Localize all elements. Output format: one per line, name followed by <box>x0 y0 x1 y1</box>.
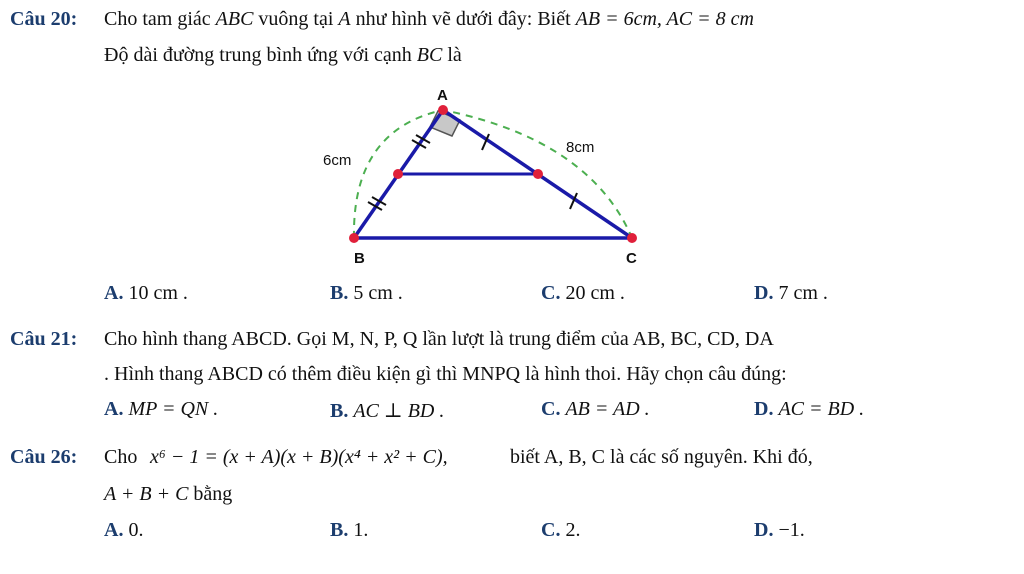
question-26-line-1-rest: biết A, B, C là các số nguyên. Khi đó, <box>510 446 813 468</box>
question-26-line-2: A + B + C bằng <box>104 483 233 505</box>
vertex-b-label: B <box>354 250 365 267</box>
q21-option-d[interactable]: D. AC = BD . <box>754 398 865 420</box>
vertex-c-label: C <box>626 250 637 267</box>
q21-option-c[interactable]: C. AB = AD . <box>541 398 650 420</box>
question-21-label: Câu 21: <box>10 328 78 350</box>
q20-option-c[interactable]: C. 20 cm . <box>541 282 625 304</box>
q26-option-c[interactable]: C. 2. <box>541 519 581 541</box>
q26-option-d[interactable]: D. −1. <box>754 519 805 541</box>
question-21-line-2: . Hình thang ABCD có thêm điều kiện gì thì MNPQ là hình thoi. Hãy chọn câu đúng: <box>104 363 787 385</box>
question-21-line-1: Cho hình thang ABCD. Gọi M, N, P, Q lần lượt là trung điểm của AB, BC, CD, DA <box>104 328 774 350</box>
question-20-line-1: Cho tam giác ABC vuông tại A như hình vẽ dưới đây: Biết AB = 6cm, AC = 8 cm <box>104 8 754 30</box>
side-ab-length: 6cm <box>323 152 352 169</box>
q26-option-a[interactable]: A. 0. <box>104 519 144 541</box>
side-ac-length: 8cm <box>566 139 595 156</box>
q20-option-b[interactable]: B. 5 cm . <box>330 282 403 304</box>
question-26-label: Câu 26: <box>10 446 78 468</box>
q20-option-d[interactable]: D. 7 cm . <box>754 282 828 304</box>
question-20-label: Câu 20: <box>10 8 78 30</box>
triangle-figure <box>300 80 660 270</box>
vertex-a-label: A <box>437 87 448 104</box>
question-26-equation: x⁶ − 1 = (x + A)(x + B)(x⁴ + x² + C), <box>150 446 448 468</box>
q26-option-b[interactable]: B. 1. <box>330 519 369 541</box>
q21-option-b[interactable]: B. AC ⊥ BD . <box>330 400 445 422</box>
question-20-line-2: Độ dài đường trung bình ứng với cạnh BC là <box>104 44 462 66</box>
question-26-cho: Cho <box>104 446 138 468</box>
q20-option-a[interactable]: A. 10 cm . <box>104 282 188 304</box>
q21-option-a[interactable]: A. MP = QN . <box>104 398 219 420</box>
